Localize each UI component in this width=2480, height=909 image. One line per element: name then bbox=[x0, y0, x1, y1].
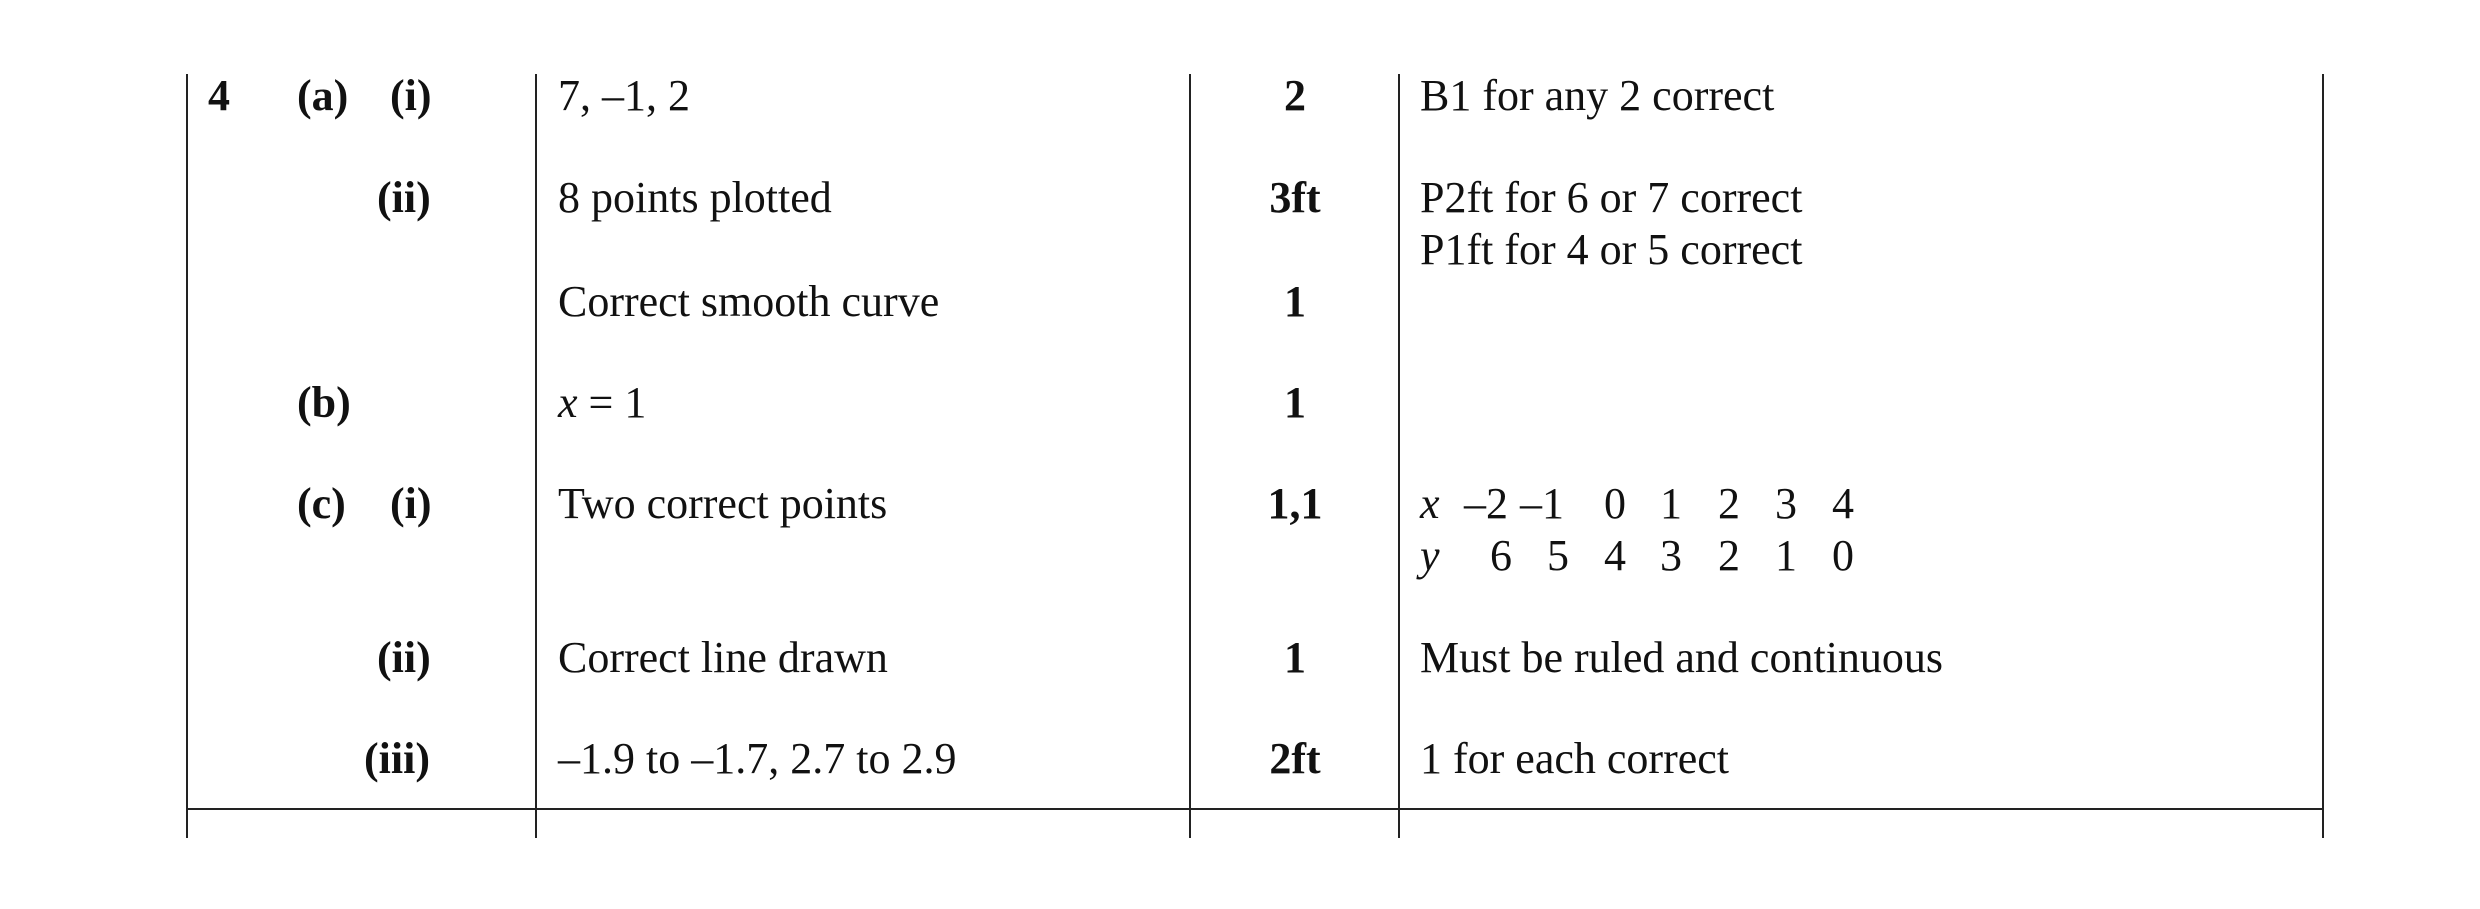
table-bottom-rule bbox=[186, 808, 2324, 810]
notes-text: Must be ruled and continuous bbox=[1420, 633, 1944, 682]
mark-value: 2ft bbox=[1269, 734, 1321, 783]
table-border-left bbox=[186, 74, 188, 838]
x-value: 0 bbox=[1604, 479, 1626, 528]
notes-text: P1ft for 4 or 5 correct bbox=[1420, 225, 1803, 274]
table-border-right bbox=[2322, 74, 2324, 838]
mark-value: 3ft bbox=[1269, 173, 1321, 222]
part-label: (a) bbox=[297, 71, 349, 120]
y-value: 1 bbox=[1775, 531, 1797, 580]
subpart-label: (i) bbox=[390, 479, 432, 528]
y-row-label: y bbox=[1420, 531, 1440, 580]
part-label: (c) bbox=[297, 479, 346, 528]
subpart-label: (i) bbox=[390, 71, 432, 120]
y-value: 4 bbox=[1604, 531, 1626, 580]
x-value: –2 bbox=[1464, 479, 1508, 528]
column-divider-mark bbox=[1189, 74, 1191, 838]
x-value: –1 bbox=[1520, 479, 1564, 528]
answer-equation: = 1 bbox=[577, 378, 647, 427]
mark-value: 1 bbox=[1284, 277, 1306, 326]
x-value: 1 bbox=[1660, 479, 1682, 528]
subpart-label: (ii) bbox=[377, 633, 431, 682]
x-row-label: x bbox=[1420, 479, 1440, 528]
y-value: 0 bbox=[1832, 531, 1854, 580]
answer-text: Correct smooth curve bbox=[558, 277, 940, 326]
notes-text: B1 for any 2 correct bbox=[1420, 71, 1775, 120]
part-label: (b) bbox=[297, 378, 351, 427]
x-value: 3 bbox=[1775, 479, 1797, 528]
answer-text: 7, –1, 2 bbox=[558, 71, 690, 120]
mark-value: 1,1 bbox=[1267, 479, 1323, 528]
column-divider-answer bbox=[535, 74, 537, 838]
x-value: 2 bbox=[1718, 479, 1740, 528]
y-value: 2 bbox=[1718, 531, 1740, 580]
answer-variable: x bbox=[558, 378, 578, 427]
y-value: 5 bbox=[1547, 531, 1569, 580]
y-value: 3 bbox=[1660, 531, 1682, 580]
answer-text: –1.9 to –1.7, 2.7 to 2.9 bbox=[558, 734, 957, 783]
mark-value: 2 bbox=[1284, 71, 1306, 120]
notes-text: P2ft for 6 or 7 correct bbox=[1420, 173, 1803, 222]
answer-text: Two correct points bbox=[558, 479, 888, 528]
mark-value: 1 bbox=[1284, 378, 1306, 427]
answer-text bbox=[558, 377, 646, 429]
subpart-label: (ii) bbox=[377, 173, 431, 222]
x-value: 4 bbox=[1832, 479, 1854, 528]
question-number: 4 bbox=[208, 71, 230, 120]
column-divider-notes bbox=[1398, 74, 1400, 838]
y-value: 6 bbox=[1490, 531, 1512, 580]
answer-text: 8 points plotted bbox=[558, 173, 832, 222]
subpart-label: (iii) bbox=[364, 734, 430, 783]
answer-text: Correct line drawn bbox=[558, 633, 888, 682]
notes-text: 1 for each correct bbox=[1420, 734, 1730, 783]
mark-value: 1 bbox=[1284, 633, 1306, 682]
